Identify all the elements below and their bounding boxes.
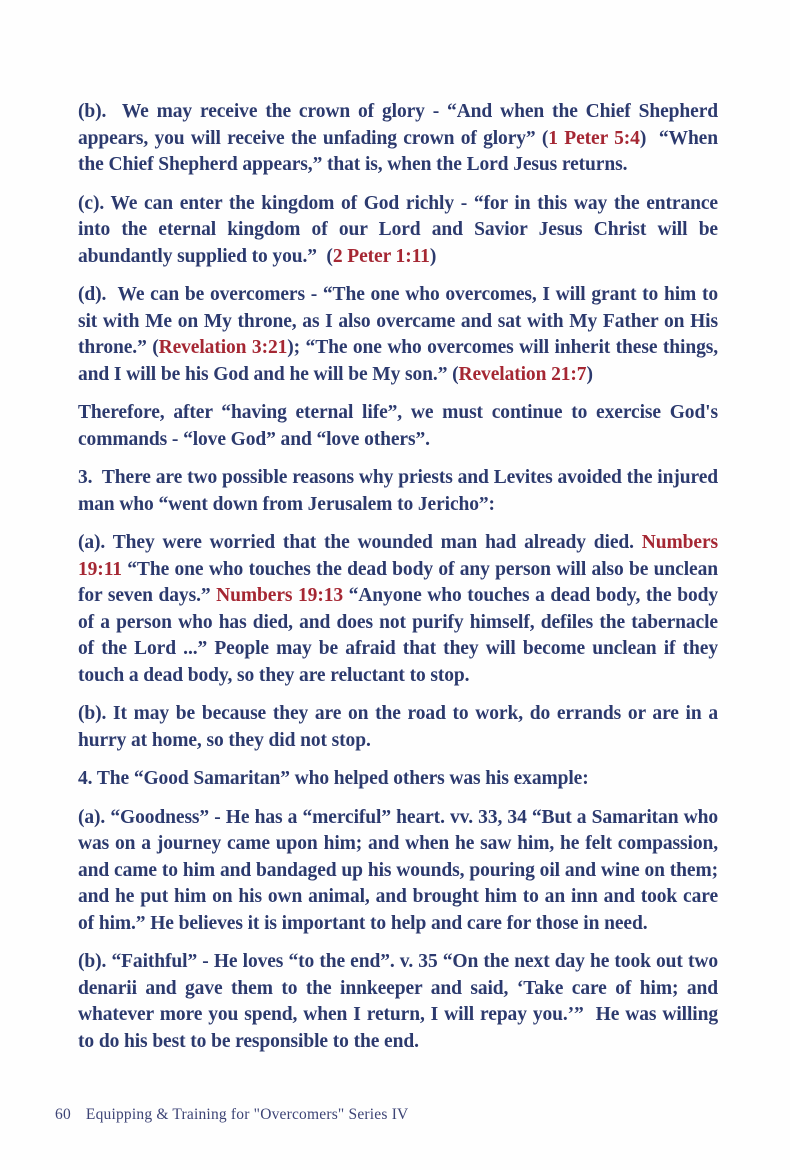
paragraph [78,949,718,1055]
scripture-reference: 1 Peter 5:4 [548,127,640,149]
body-text: (b). We may receive the crown of glory - “And when the Chief Shepherd appears, you will receive the unfading crown of glory” ( [78,101,718,149]
scripture-reference: 2 Peter 1:11 [332,245,430,267]
body-text: ); “The one who overcomes will inherit these things, and I will be his God and he will be My son.” ( [78,337,719,385]
body-text: 3. There are two possible reasons why priests and Levites avoided the injured man who “went down from Jerusalem to Jericho”: [78,467,718,515]
paragraph [78,701,718,754]
body-text: (d). We can be overcomers - “The one who overcomes, I will grant to him to sit with Me on My throne, as I also overcame and sat with My Father on His throne.” ( [78,284,718,358]
body-text: “Anyone who touches a dead body, the body of a person who has died, and does not purify himself, defiles the tabernacle of the Lord ...” People may be afraid that they will become unclean if they touch a dead body, so they are reluctant to stop. [78,585,718,686]
body-text: (a). “Goodness” - He has a “merciful” heart. vv. 33, 34 “But a Samaritan who was on a journey came upon him; and when he saw him, he felt compassion, and came to him and bandaged up his wounds, pouring oil and wine on them; and he put him on his own animal, and brought him to an inn and took care of him.” He believes it is important to help and care for those in need. [78,806,718,934]
body-text: Therefore, after “having eternal life”, we must continue to exercise God's commands - “love God” and “love others”. [78,402,718,450]
page-footer [55,1106,408,1124]
body-text: ) “When the Chief Shepherd appears,” that is, when the Lord Jesus returns. [78,127,718,175]
paragraph [78,191,718,271]
body-text: (b). “Faithful” - He loves “to the end”. v. 35 “On the next day he took out two denarii and gave them to the innkeeper and said, ‘Take care of him; and whatever more you spend, when I return, I will repay you.’” He was willing to do his best to be responsible to the end. [78,951,718,1052]
paragraph [78,805,718,938]
scripture-reference: Numbers 19:13 [216,585,344,606]
scripture-reference: Numbers 19:11 [78,532,718,580]
paragraph [78,99,718,179]
body-text: (c). We can enter the kingdom of God richly - “for in this way the entrance into the eternal kingdom of our Lord and Savior Jesus Christ will be abundantly supplied to you.” ( [78,192,718,267]
document-body [78,99,718,1067]
paragraph [78,282,718,388]
scripture-reference: Revelation 3:21 [158,337,288,358]
body-text: “The one who touches the dead body of any person will also be unclean for seven days.” [78,558,718,606]
scripture-reference: Revelation 21:7 [458,363,587,385]
paragraph [78,400,718,453]
paragraph [78,766,718,793]
body-text: ) [586,363,593,385]
book-title: Equipping & Training for "Overcomers" Series IV [85,1106,409,1123]
body-text: (b). It may be because they are on the road to work, do errands or are in a hurry at home, so they did not stop. [78,703,718,751]
body-text: (a). They were worried that the wounded man had already died. [78,532,642,553]
paragraph [78,530,718,689]
paragraph [78,465,718,518]
page-number: 60 [55,1106,71,1123]
body-text: 4. The “Good Samaritan” who helped others was his example: [78,768,589,789]
body-text: ) [429,245,437,267]
